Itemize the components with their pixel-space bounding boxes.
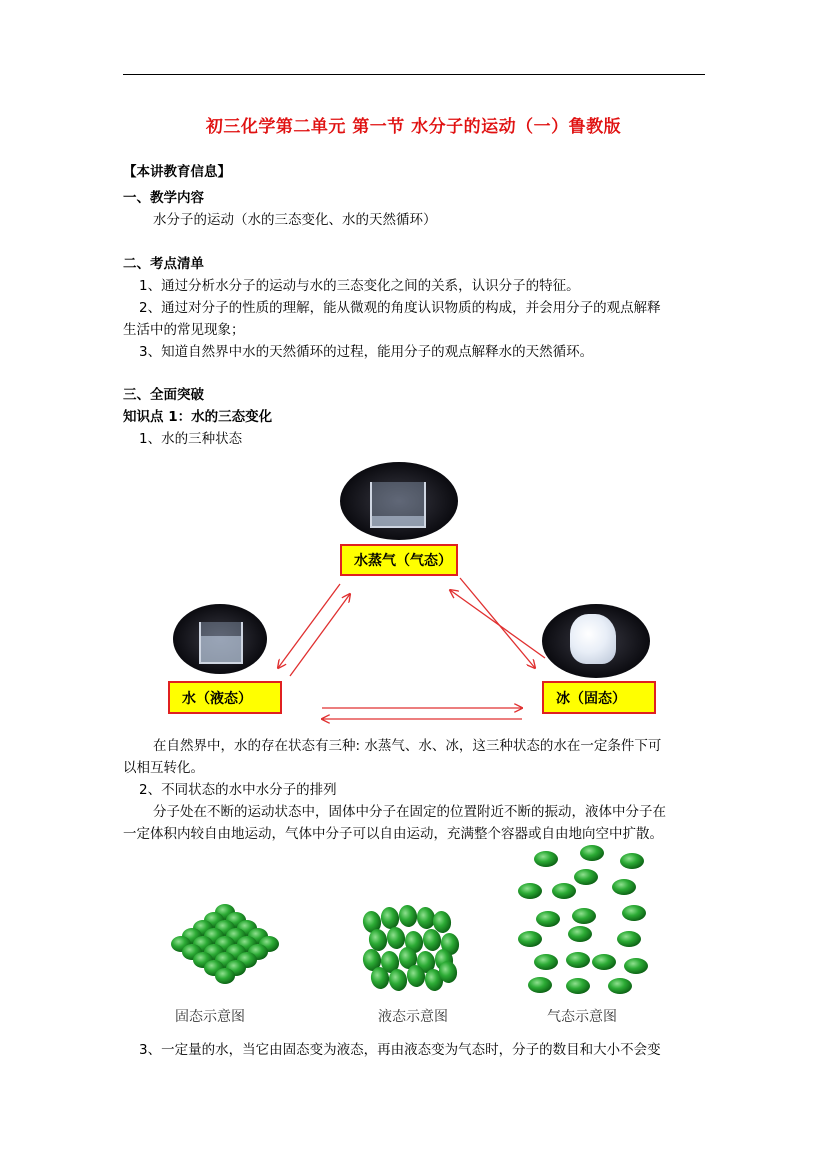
section-1-body: 水分子的运动（水的三态变化、水的天然循环） (153, 212, 437, 228)
info-heading: 【本讲教育信息】 (123, 164, 231, 180)
paragraph-1-line-2: 以相互转化。 (123, 760, 204, 776)
molecule (385, 926, 407, 951)
knowledge-point-1-sub-2: 2、不同状态的水中水分子的排列 (139, 782, 337, 798)
molecule (612, 879, 636, 895)
molecule (534, 954, 558, 970)
molecule (580, 845, 604, 861)
molecule (518, 883, 542, 899)
molecule (534, 851, 558, 867)
molecule (574, 869, 598, 885)
gas-caption: 气态示意图 (547, 1009, 617, 1025)
solid-caption: 固态示意图 (175, 1009, 245, 1025)
vapor-label: 水蒸气（气态） (340, 544, 458, 576)
section-1-heading: 一、教学内容 (123, 190, 204, 206)
page-title: 初三化学第二单元 第一节 水分子的运动（一）鲁教版 (205, 117, 622, 137)
gas-molecules (518, 845, 648, 994)
molecule (518, 931, 542, 947)
molecule (568, 926, 592, 942)
molecule (528, 977, 552, 993)
solid-label: 冰（固态） (542, 681, 656, 714)
knowledge-point-1-sub-1: 1、水的三种状态 (139, 431, 243, 447)
molecule (624, 958, 648, 974)
molecule (572, 908, 596, 924)
liquid-label: 水（液态） (168, 681, 282, 714)
section-2-item-2-cont: 生活中的常见现象； (123, 322, 245, 338)
molecule (566, 978, 590, 994)
paragraph-2-line-1: 分子处在不断的运动状态中，固体中分子在固定的位置附近不断的振动，液体中分子在 (153, 804, 666, 820)
solid-molecules (171, 904, 279, 984)
molecule (608, 978, 632, 994)
liquid-molecules (361, 904, 461, 993)
liquid-caption: 液态示意图 (378, 1009, 448, 1025)
paragraph-1-line-1: 在自然界中，水的存在状态有三种: 水蒸气、水、冰，这三种状态的水在一定条件下可 (153, 738, 662, 754)
section-2-item-3: 3、知道自然界中水的天然循环的过程，能用分子的观点解释水的天然循环。 (139, 344, 594, 360)
paragraph-2-line-2: 一定体积内较自由地运动，气体中分子可以自由运动，充满整个容器或自由地向空中扩散。 (123, 826, 663, 842)
molecule (552, 883, 576, 899)
molecule (592, 954, 616, 970)
section-2-item-2: 2、通过对分子的性质的理解，能从微观的角度认识物质的构成，并会用分子的观点解释 (139, 300, 661, 316)
molecule (620, 853, 644, 869)
molecule (622, 905, 646, 921)
molecule (397, 904, 419, 929)
molecule (566, 952, 590, 968)
molecule (536, 911, 560, 927)
section-2-item-1: 1、通过分析水分子的运动与水的三态变化之间的关系，认识分子的特征。 (139, 278, 580, 294)
molecule (215, 968, 235, 984)
molecule (617, 931, 641, 947)
knowledge-point-1-sub-3: 3、一定量的水，当它由固态变为液态，再由液态变为气态时，分子的数目和大小不会变 (139, 1042, 661, 1058)
knowledge-point-1-heading: 知识点 1：水的三态变化 (123, 409, 273, 425)
molecule (379, 906, 401, 931)
section-2-heading: 二、考点清单 (123, 256, 204, 272)
section-3-heading: 三、全面突破 (123, 387, 204, 403)
